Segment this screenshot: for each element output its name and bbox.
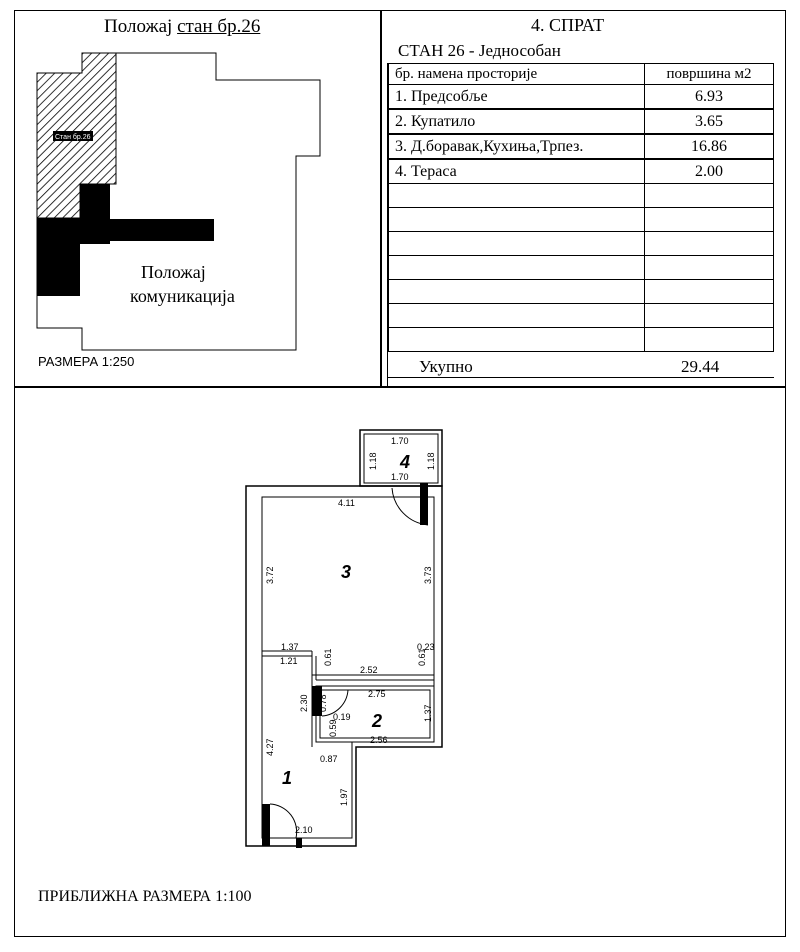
dim-label: 2.30	[299, 694, 309, 712]
dim-label: 2.56	[370, 735, 388, 745]
location-title: Положај стан бр.26	[104, 16, 261, 37]
room-number-4: 4	[400, 452, 411, 472]
dim-label: 1.97	[339, 788, 349, 806]
dim-label: 1.18	[368, 452, 378, 470]
room-number-3: 3	[341, 562, 352, 582]
total-label: Укупно	[419, 357, 473, 376]
header-area: површина м2	[645, 64, 774, 85]
communication-label-line2: комуникација	[130, 286, 235, 306]
room-number-1: 1	[282, 768, 293, 788]
room-area: 16.86	[645, 134, 774, 159]
dim-label: 0.87	[320, 754, 338, 764]
entrance-door-swing	[270, 804, 297, 838]
dim-label: 2.10	[295, 825, 313, 835]
room-name: 3. Д.боравак,Кухиња,Трпез.	[389, 134, 645, 159]
room-area: 3.65	[645, 109, 774, 134]
dim-label: 1.37	[281, 642, 299, 652]
dim-label: 0.23	[417, 642, 435, 652]
dim-label: 3.72	[265, 566, 275, 584]
location-title-apartment: стан бр.26	[177, 16, 261, 37]
communication-label-line1: Положај	[141, 262, 206, 282]
dim-label: 0.61	[417, 648, 427, 666]
apartment-label: СТАН 26 - Једнособан	[398, 41, 561, 60]
dim-label: 1.70	[391, 436, 409, 446]
room-area: 2.00	[645, 159, 774, 184]
dim-label: 2.75	[368, 689, 386, 699]
room-area: 6.93	[645, 85, 774, 110]
terrace-door	[420, 483, 428, 525]
room-name: 4. Тераса	[389, 159, 645, 184]
room-number-2: 2	[372, 711, 383, 731]
total-value: 29.44	[681, 357, 720, 376]
header-name: бр. намена просторије	[389, 64, 645, 85]
dim-label: 2.52	[360, 665, 378, 675]
dim-label: 1.70	[391, 472, 409, 482]
dim-label: 0.59	[328, 719, 338, 737]
dim-label: 4.27	[265, 738, 275, 756]
location-scale: РАЗМЕРА 1:250	[38, 354, 135, 369]
entrance-door	[262, 804, 270, 846]
dim-label: 0.61	[323, 648, 333, 666]
dim-label: 0.78	[318, 694, 328, 712]
plan-scale: ПРИБЛИЖНА РАЗМЕРА 1:100	[38, 888, 252, 905]
room-name: 2. Купатило	[389, 109, 645, 134]
marker-label: Стан бр.26	[55, 134, 91, 141]
dim-label: 1.18	[426, 452, 436, 470]
dim-label: 3.73	[423, 566, 433, 584]
dim-label: 1.37	[423, 704, 433, 722]
dim-label: 1.21	[280, 656, 298, 666]
dim-label: 4.11	[338, 498, 355, 508]
dim-label: 0.19	[333, 712, 351, 722]
floor-label: 4. СПРАТ	[531, 15, 605, 35]
room-name: 1. Предсобље	[389, 85, 645, 110]
